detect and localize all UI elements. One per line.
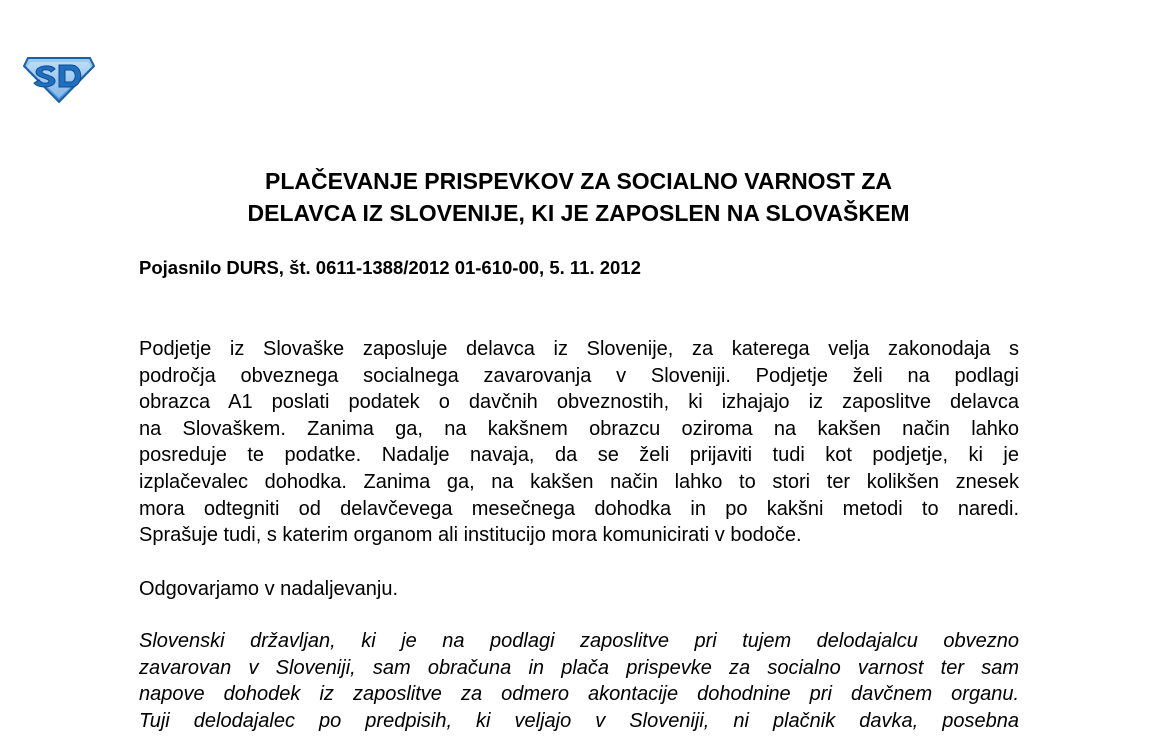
document-reference: Pojasnilo DURS, št. 0611-1388/2012 01-610-00, 5. 11. 2012 xyxy=(139,257,641,278)
paragraph-line: področja obveznega socialnega zavarovanja v Sloveniji. Podjetje želi na podlagi xyxy=(139,364,1019,387)
paragraph-line: napove dohodek iz zaposlitve za odmero akontacije dohodnine pri davčnem organu. xyxy=(139,683,1019,706)
answer-intro xyxy=(139,576,1019,603)
title-line-1: PLAČEVANJE PRISPEVKOV ZA SOCIALNO VARNOST ZA xyxy=(264,168,893,194)
paragraph-line: Odgovarjamo v nadaljevanju. xyxy=(139,578,399,600)
paragraph-line: posreduje te podatke. Nadalje navaja, da se želi prijaviti tudi kot podjetje, ki je xyxy=(139,444,1019,467)
paragraph-line: izplačevalec dohodka. Zanima ga, na kakšen način lahko to stori ter kolikšen znesek xyxy=(139,470,1019,493)
paragraph-line: na Slovaškem. Zanima ga, na kakšnem obrazcu oziroma na kakšen način lahko xyxy=(139,417,1019,440)
paragraph-line: Tuji delodajalec po predpisih, ki veljajo v Sloveniji, ni plačnik davka, posebna xyxy=(139,709,1019,732)
paragraph-line: Sprašuje tudi, s katerim organom ali institucijo mora komunicirati v bodoče. xyxy=(139,524,802,547)
document-title xyxy=(0,165,1157,229)
paragraph-line: obrazca A1 poslati podatek o davčnih obveznostih, ki izhajajo iz zaposlitve delavca xyxy=(139,391,1019,414)
title-line-2: DELAVCA IZ SLOVENIJE, KI JE ZAPOSLEN NA SLOVAŠKEM xyxy=(247,200,910,226)
paragraph-line: Slovenski državljan, ki je na podlagi zaposlitve pri tujem delodajalcu obvezno xyxy=(139,630,1019,652)
question-paragraph xyxy=(139,336,1019,549)
sd-logo xyxy=(22,50,96,104)
paragraph-line: zavarovan v Sloveniji, sam obračuna in plača prispevke za socialno varnost ter sam xyxy=(139,656,1019,679)
answer-paragraph xyxy=(139,628,1019,734)
paragraph-line: Podjetje iz Slovaške zaposluje delavca iz Slovenije, za katerega velja zakonodaja s xyxy=(139,338,1019,360)
paragraph-line: mora odtegniti od delavčevega mesečnega dohodka in po kakšni metodi to naredi. xyxy=(139,497,1019,520)
